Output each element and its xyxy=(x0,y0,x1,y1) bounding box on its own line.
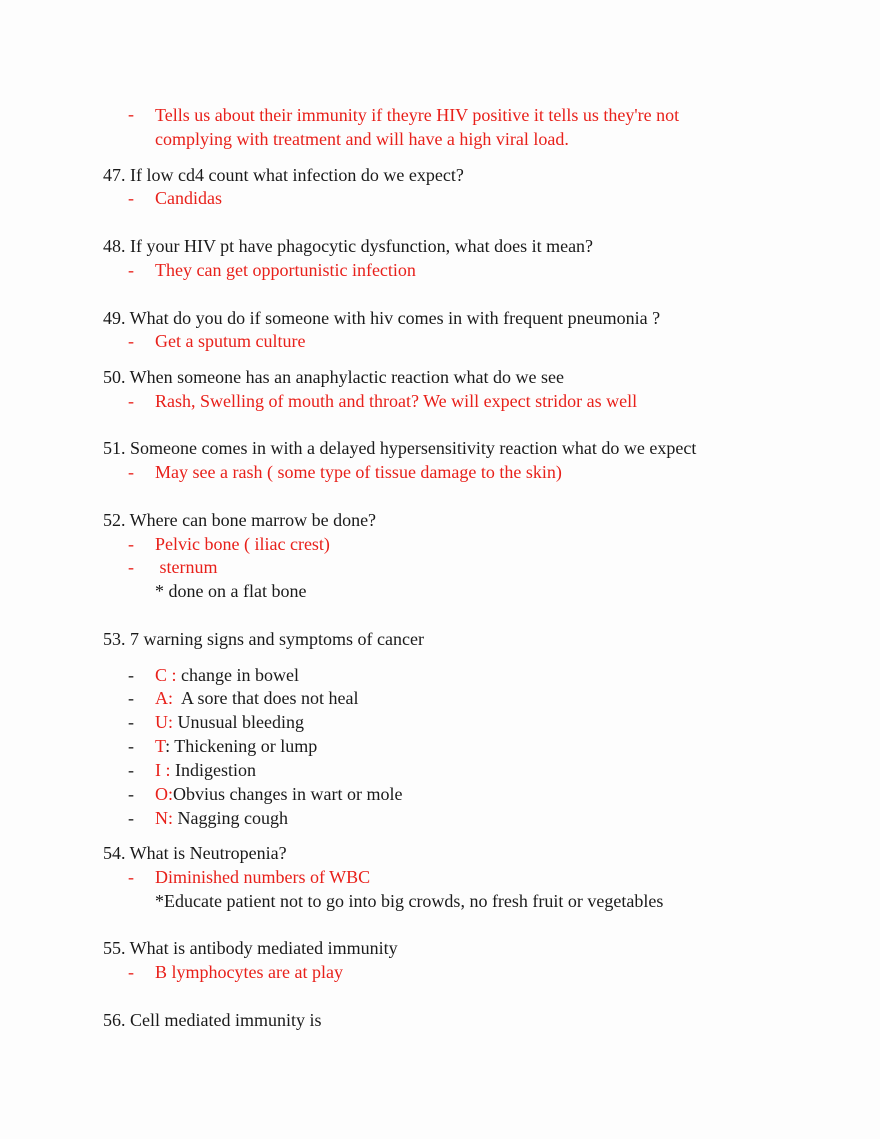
bullet-dash: - xyxy=(128,962,134,982)
list-item xyxy=(155,687,358,709)
cancer-sign-text: Nagging cough xyxy=(173,808,288,828)
bullet-dash: - xyxy=(128,391,134,411)
q53-question: 53. 7 warning signs and symptoms of cancer xyxy=(103,629,424,649)
bullet-dash: - xyxy=(128,188,134,208)
cancer-sign-text: : Thickening or lump xyxy=(165,736,318,756)
cancer-sign-letter: O: xyxy=(155,784,173,804)
bullet-dash: - xyxy=(128,260,134,280)
bullet-dash: - xyxy=(128,557,134,577)
list-item xyxy=(155,664,299,686)
q51-question: 51. Someone comes in with a delayed hypersensitivity reaction what do we expect xyxy=(103,438,697,458)
cancer-sign-letter: N: xyxy=(155,808,173,828)
q52-answer-2: sternum xyxy=(155,557,218,577)
q47-answer: Candidas xyxy=(155,188,222,208)
q55-answer: B lymphocytes are at play xyxy=(155,962,343,982)
list-item xyxy=(155,807,288,829)
q52-answer-1: Pelvic bone ( iliac crest) xyxy=(155,534,330,554)
bullet-dash: - xyxy=(128,331,134,351)
q50-answer: Rash, Swelling of mouth and throat? We will expect stridor as well xyxy=(155,391,638,411)
q48-question: 48. If your HIV pt have phagocytic dysfunction, what does it mean? xyxy=(103,236,594,256)
q46-answer-line2: complying with treatment and will have a high viral load. xyxy=(155,129,569,149)
bullet-dash: - xyxy=(128,867,134,887)
cancer-sign-letter: U: xyxy=(155,712,173,732)
cancer-sign-text: A sore that does not heal xyxy=(173,688,359,708)
q56-question: 56. Cell mediated immunity is xyxy=(103,1010,322,1030)
q48-answer: They can get opportunistic infection xyxy=(155,260,416,280)
bullet-dash: - xyxy=(128,534,134,554)
bullet-dash: - xyxy=(128,736,134,756)
bullet-dash: - xyxy=(128,462,134,482)
q52-question: 52. Where can bone marrow be done? xyxy=(103,510,377,530)
q54-answer: Diminished numbers of WBC xyxy=(155,867,371,887)
cancer-sign-text: Obvius changes in wart or mole xyxy=(173,784,403,804)
cancer-sign-letter: A: xyxy=(155,688,173,708)
bullet-dash: - xyxy=(128,104,134,124)
cancer-sign-text: Unusual bleeding xyxy=(173,712,304,732)
q46-answer-line1: Tells us about their immunity if theyre HIV positive it tells us they're not xyxy=(155,105,680,125)
q54-question: 54. What is Neutropenia? xyxy=(103,843,287,863)
bullet-dash: - xyxy=(128,808,134,828)
q47-question: 47. If low cd4 count what infection do we expect? xyxy=(103,165,464,185)
bullet-dash: - xyxy=(128,784,134,804)
list-item xyxy=(155,759,256,781)
cancer-sign-text: change in bowel xyxy=(176,665,299,685)
cancer-sign-letter: I : xyxy=(155,760,171,780)
bullet-dash: - xyxy=(128,760,134,780)
q50-question: 50. When someone has an anaphylactic reaction what do we see xyxy=(103,367,564,387)
list-item xyxy=(155,783,402,805)
cancer-sign-letter: T xyxy=(155,736,166,756)
q49-answer: Get a sputum culture xyxy=(155,331,306,351)
q54-note: *Educate patient not to go into big crowds, no fresh fruit or vegetables xyxy=(155,891,664,911)
q52-note: * done on a flat bone xyxy=(155,581,307,601)
list-item xyxy=(155,735,317,757)
cancer-sign-letter: C : xyxy=(155,665,177,685)
bullet-dash: - xyxy=(128,712,134,732)
q49-question: 49. What do you do if someone with hiv comes in with frequent pneumonia ? xyxy=(103,308,661,328)
bullet-dash: - xyxy=(128,688,134,708)
q51-answer: May see a rash ( some type of tissue damage to the skin) xyxy=(155,462,562,482)
bullet-dash: - xyxy=(128,665,134,685)
cancer-sign-text: Indigestion xyxy=(170,760,256,780)
q55-question: 55. What is antibody mediated immunity xyxy=(103,938,398,958)
list-item xyxy=(155,711,304,733)
